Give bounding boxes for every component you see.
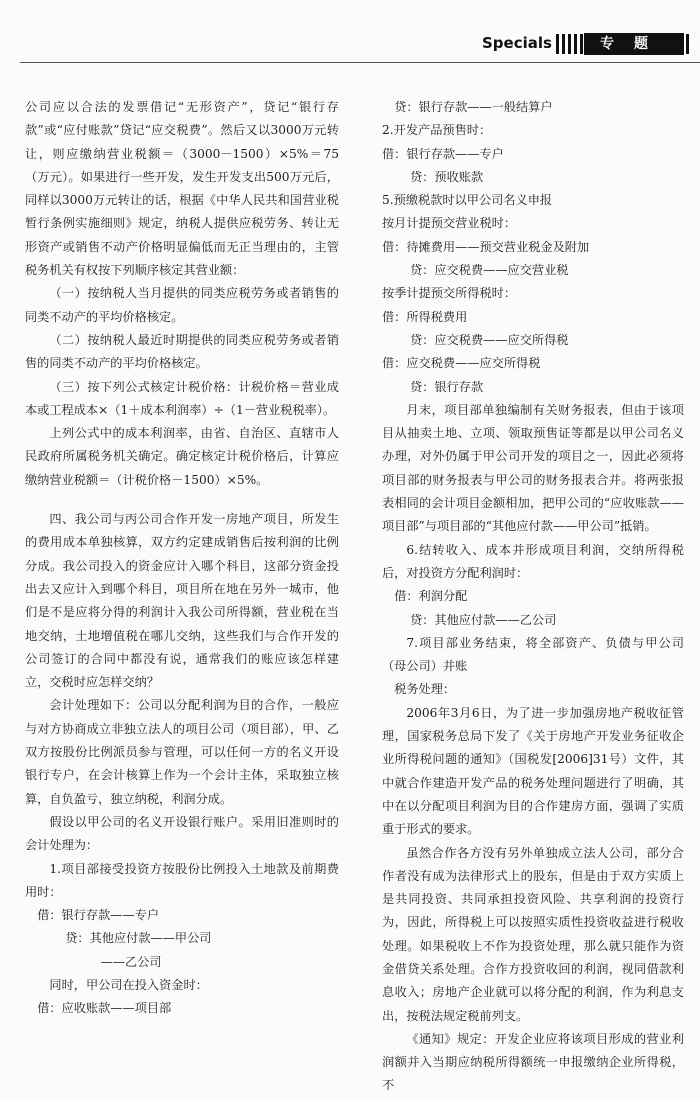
paragraph: 贷：应交税费——应交营业税	[410, 263, 569, 278]
right-column	[382, 96, 684, 1098]
paragraph: 四、我公司与丙公司合作开发一房地产项目，所发生的费用成本单独核算，双方约定建成销售后按利润的比例分成。我公司投入的资金应计入哪个科目，这部分资金投出去又应计入到哪个科目，项目所在地在另外一城市，他们是不是应将分得的利润计入我公司所得额，营业税在当地交纳，土地增值税在哪儿交纳，这些我们与合作开发的公司签订的合同中都没有说，通常我们的账应该怎样建立，交税时应怎样交纳？	[25, 512, 339, 690]
paragraph: 《通知》规定：开发企业应将该项目形成的营业利润额并入当期应纳税所得额统一申报缴纳企业所得税，不	[382, 1031, 684, 1093]
paragraph-spacer	[25, 492, 339, 508]
paragraph: （一）按纳税人当月提供的同类应税劳务或者销售的同类不动产的平均价格核定。	[25, 286, 339, 324]
paragraph: 借：待摊费用——预交营业税金及附加	[382, 239, 590, 254]
header-bars-decoration	[556, 34, 583, 54]
paragraph: 按季计提预交所得税时：	[382, 286, 517, 301]
paragraph: 5.预缴税款时以甲公司名义申报	[382, 193, 553, 208]
paragraph: 贷：银行存款——一般结算户	[394, 100, 553, 114]
paragraph: 借：应收账款——项目部	[37, 1001, 172, 1016]
paragraph: 月末，项目部单独编制有关财务报表，但由于该项目从抽卖土地、立项、领取预售证等都是以甲公司名义办理，对外仍属于甲公司开发的项目之一，因此必须将项目部的财务报表与甲公司的财务报表合并。将两张报表相同的会计项目金额相加，把甲公司的“应收账款——项目部”与项目部的“其他应付款——甲公司”抵销。	[382, 402, 684, 534]
page-header	[0, 0, 700, 62]
paragraph: （三）按下列公式核定计税价格：计税价格＝营业成本或工程成本×（1＋成本利润率）÷（1－营业税税率）。	[25, 379, 339, 417]
paragraph: 7.项目部业务结束，将全部资产、负债与甲公司（母公司）并账	[382, 635, 684, 674]
paragraph: 同时，甲公司在投入资金时：	[49, 977, 208, 992]
paragraph: 贷：预收账款	[410, 169, 484, 184]
paragraph: 上列公式中的成本利润率，由省、自治区、直辖市人民政府所属税务机关确定。确定核定计税价格后，计算应缴纳营业税额＝（计税价格－1500）×5%。	[25, 426, 339, 487]
paragraph: ——乙公司	[100, 954, 162, 969]
paragraph: 借：利润分配	[394, 589, 468, 604]
paragraph: 虽然合作各方没有另外单独成立法人公司，部分合作者没有成为法律形式上的股东，但是由于双方实质上是共同投资、共同承担投资风险、共享利润的投资行为，因此，所得税上可以按照实质性投资收益进行税收处理。如果税收上不作为投资处理，那么就只能作为资金借贷关系处理。合作方投资收回的利润，视同借款利息收入；房地产企业就可以将分配的利润，作为利息支出，按税法规定税前列支。	[382, 845, 684, 1023]
paragraph: 贷：其他应付款——乙公司	[410, 612, 557, 627]
header-divider	[20, 62, 700, 63]
header-bar-decoration	[686, 34, 689, 54]
left-column	[25, 96, 339, 1021]
section-label-english: Specials	[482, 34, 552, 52]
paragraph: 2006年3月6日，为了进一步加强房地产税收征管理，国家税务总局下发了《关于房地产开发业务征收企业所得税问题的通知》（国税发[2006]31号）文件，其中就合作建造开发产品的税务处理问题进行了明确，其中在以分配项目利润为目的合作建房方面，强调了实质重于形式的要求。	[382, 705, 684, 837]
paragraph: （二）按纳税人最近时期提供的同类应税劳务或者销售的同类不动产的平均价格核定。	[25, 332, 339, 371]
paragraph: 1.项目部接受投资方按股份比例投入土地款及前期费用时：	[25, 861, 339, 899]
paragraph: 借：所得税费用	[382, 309, 468, 324]
paragraph: 借：银行存款——专户	[382, 146, 504, 161]
paragraph: 假设以甲公司的名义开设银行账户。采用旧准则时的会计处理为：	[25, 814, 339, 853]
paragraph: 6.结转收入、成本并形成项目利润，交纳所得税后，对投资方分配利润时：	[382, 542, 684, 580]
paragraph: 贷：银行存款	[410, 379, 484, 394]
paragraph: 贷：应交税费——应交所得税	[410, 332, 569, 347]
paragraph: 税务处理：	[394, 682, 456, 697]
paragraph: 2.开发产品预售时：	[382, 123, 492, 138]
section-label-chinese: 专题	[584, 33, 684, 55]
paragraph: 贷：其他应付款——甲公司	[65, 931, 212, 946]
paragraph: 会计处理如下：公司以分配利润为目的合作，一般应与对方协商成立非独立法人的项目公司（项目部），甲、乙双方按股份比例派员参与管理，可以任何一方的名义开设银行专户，在会计核算上作为一个会计主体，采取独立核算，自负盈亏，独立纳税，利润分成。	[25, 698, 339, 806]
paragraph: 借：应交税费——应交所得税	[382, 356, 541, 371]
paragraph: 公司应以合法的发票借记“无形资产”，贷记“银行存款”或“应付账款”贷记“应交税费”。然后又以3000万元转让，则应缴纳营业税额＝（3000－1500）×5%＝75（万元）。如果进行一些开发，发生开发支出500万元后，同样以3000万元转让的话，根据《中华人民共和国营业税暂行条例实施细则》规定，纳税人提供应税劳务、转让无形资产或销售不动产价格明显偏低而无正当理由的，主管税务机关有权按下列顺序核定其营业额：	[25, 100, 339, 278]
paragraph: 借：银行存款——专户	[37, 908, 160, 923]
paragraph: 按月计提预交营业税时：	[382, 216, 517, 231]
